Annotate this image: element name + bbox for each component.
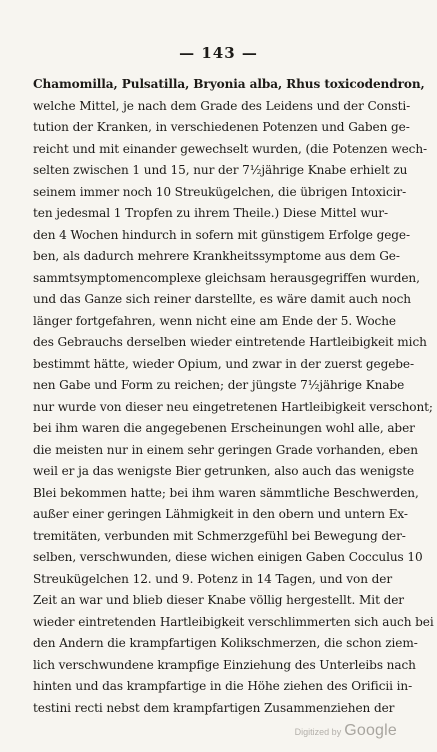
digitization-watermark xyxy=(295,722,397,740)
text-line: selten zwischen 1 und 15, nur der 7½jährige Knabe erhielt zu xyxy=(33,163,408,177)
text-line: selben, verschwunden, diese wichen einigen Gaben Cocculus 10 xyxy=(33,550,423,564)
text-line: testini recti nebst dem krampfartigen Zusammenziehen der xyxy=(33,700,395,715)
text-line: Zeit an war und blieb dieser Knabe völlig hergestellt. Mit der xyxy=(33,593,404,607)
google-logo: Google xyxy=(344,722,397,739)
text-line: lich verschwundene krampfige Einziehung des Unterleibs nach xyxy=(33,657,416,672)
text-line: weil er ja das wenigste Bier getrunken, also auch das wenigste xyxy=(33,464,415,478)
text-line: nen Gabe und Form zu reichen; der jüngste 7½jährige Knabe xyxy=(33,378,405,392)
text-line: wieder eintretenden Hartleibigkeit verschlimmerten sich auch bei xyxy=(33,614,434,629)
text-line: die meisten nur in einem sehr geringen Grade vorhanden, eben xyxy=(33,442,418,457)
text-line: sammtsymptomencomplexe gleichsam herausgegriffen wurden, xyxy=(33,270,420,285)
text-line: Chamomilla, Pulsatilla, Bryonia alba, Rhus toxicodendron, xyxy=(33,77,425,91)
digitized-by-label: Digitized by xyxy=(294,727,342,737)
text-line: bei ihm waren die angegebenen Erscheinungen wohl alle, aber xyxy=(33,421,415,435)
text-line: hinten und das krampfartige in die Höhe ziehen des Orificii in- xyxy=(33,679,413,693)
text-line: länger fortgefahren, wenn nicht eine am Ende der 5. Woche xyxy=(33,313,396,328)
text-line: bestimmt hätte, wieder Opium, und zwar in der zuerst gegebe- xyxy=(33,356,414,371)
page-number: — 143 — xyxy=(179,44,258,62)
text-line: tremitäten, verbunden mit Schmerzgefühl bei Bewegung der- xyxy=(33,528,406,543)
text-line: und das Ganze sich reiner darstellte, es wäre damit auch noch xyxy=(33,292,411,306)
text-line: des Gebrauchs derselben wieder eintretende Hartleibigkeit mich xyxy=(33,335,427,349)
text-line: reicht und mit einander gewechselt wurden, (die Potenzen wech- xyxy=(33,141,427,156)
text-line: ben, als dadurch mehrere Krankheitssymptome aus dem Ge- xyxy=(33,249,400,263)
body-text xyxy=(33,74,434,719)
text-line: ten jedesmal 1 Tropfen zu ihrem Theile.) Diese Mittel wur- xyxy=(33,206,388,220)
text-line: den Andern die krampfartigen Kolikschmerzen, die schon ziem- xyxy=(33,636,418,650)
text-line: welche Mittel, je nach dem Grade des Leidens und der Consti- xyxy=(33,98,411,113)
text-line: nur wurde von dieser neu eingetretenen Hartleibigkeit verschont; xyxy=(33,399,433,414)
text-line: außer einer geringen Lähmigkeit in den obern und untern Ex- xyxy=(33,507,408,521)
text-line: Blei bekommen hatte; bei ihm waren sämmtliche Beschwerden, xyxy=(33,485,419,500)
text-line: tution der Kranken, in verschiedenen Potenzen und Gaben ge- xyxy=(33,120,410,134)
text-line: Streukügelchen 12. und 9. Potenz in 14 Tagen, und von der xyxy=(33,571,393,586)
text-line: den 4 Wochen hindurch in sofern mit günstigem Erfolge gege- xyxy=(33,227,410,242)
text-line: seinem immer noch 10 Streukügelchen, die übrigen Intoxicir- xyxy=(33,184,407,199)
